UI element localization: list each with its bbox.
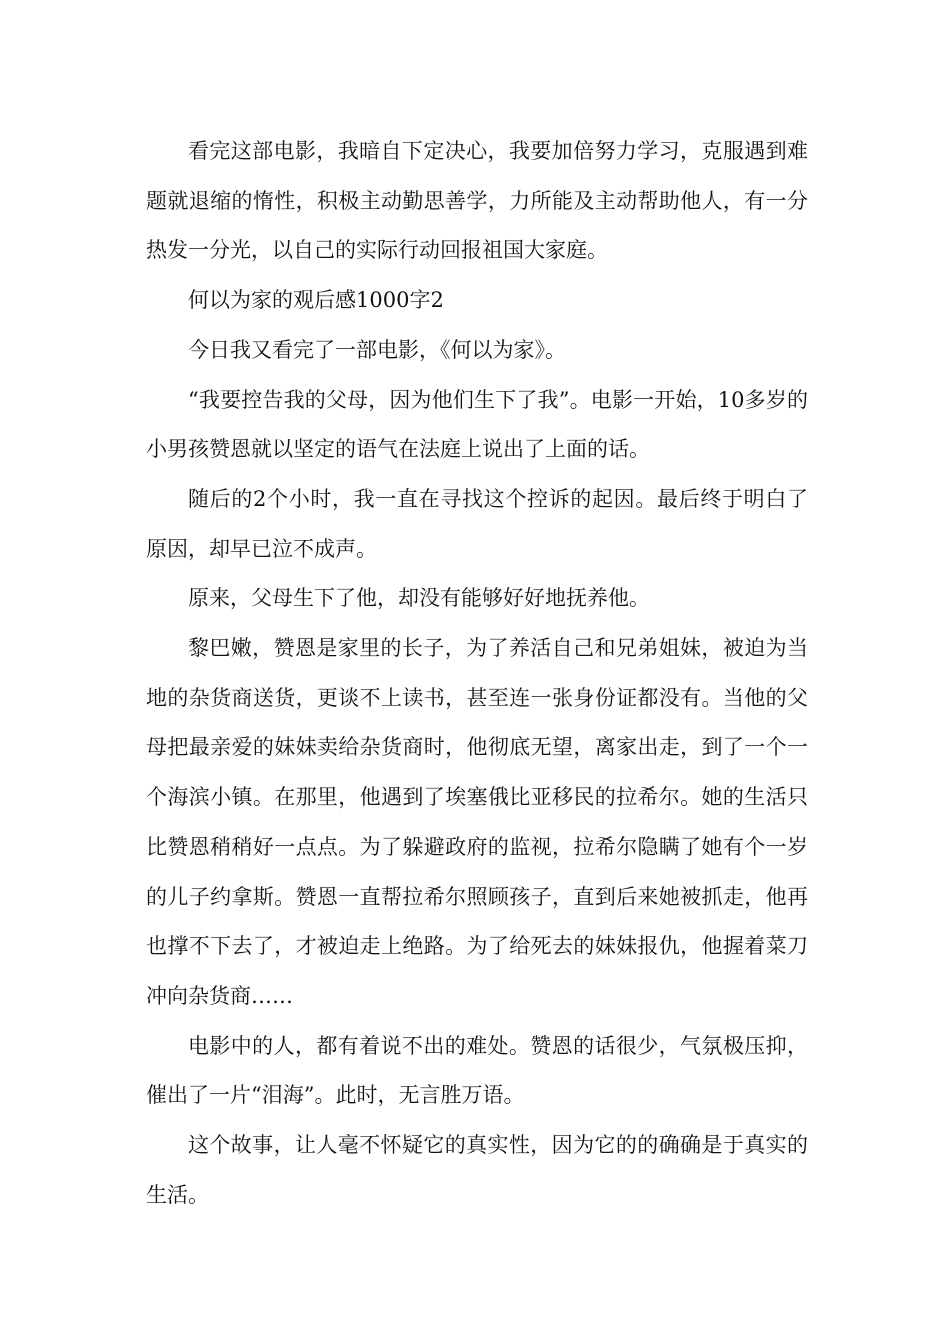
paragraph-resolution: 看完这部电影，我暗自下定决心，我要加倍努力学习，克服遇到难题就退缩的惰性，积极主动勤思善学，力所能及主动帮助他人，有一分热发一分光，以自己的实际行动回报祖国大家庭。 — [146, 139, 808, 263]
paragraph-intro: 今日我又看完了一部电影，《何以为家》。 — [188, 337, 566, 362]
paragraph-search: 随后的2个小时，我一直在寻找这个控诉的起因。最后终于明白了原因，却早已泣不成声。 — [146, 486, 808, 561]
paragraph-difficulty: 电影中的人，都有着说不出的难处。赞恩的话很少，气氛极压抑，催出了一片“泪海”。此时，无言胜万语。 — [146, 1033, 808, 1108]
document-body — [146, 127, 808, 1220]
paragraph-reality: 这个故事，让人毫不怀疑它的真实性，因为它的的确确是于真实的生活。 — [146, 1133, 808, 1207]
paragraph-reason: 原来，父母生下了他，却没有能够好好地抚养他。 — [188, 586, 650, 611]
paragraph-story: 黎巴嫩，赞恩是家里的长子，为了养活自己和兄弟姐妹，被迫为当地的杂货商送货，更谈不上读书，甚至连一张身份证都没有。当他的父母把最亲爱的妹妹卖给杂货商时，他彻底无望，离家出走，到了一个一个海滨小镇。在那里，他遇到了埃塞俄比亚移民的拉希尔。她的生活只比赞恩稍稍好一点点。为了躲避政府的监视，拉希尔隐瞒了她有个一岁的儿子约拿斯。赞恩一直帮拉希尔照顾孩子，直到后来她被抓走，他再也撑不下去了，才被迫走上绝路。为了给死去的妹妹报仇，他握着菜刀冲向杂货商…… — [146, 636, 808, 1008]
section-heading: 何以为家的观后感1000字2 — [188, 288, 444, 313]
paragraph-quote: “我要控告我的父母，因为他们生下了我”。电影一开始，10多岁的小男孩赞恩就以坚定的语气在法庭上说出了上面的话。 — [146, 387, 808, 462]
